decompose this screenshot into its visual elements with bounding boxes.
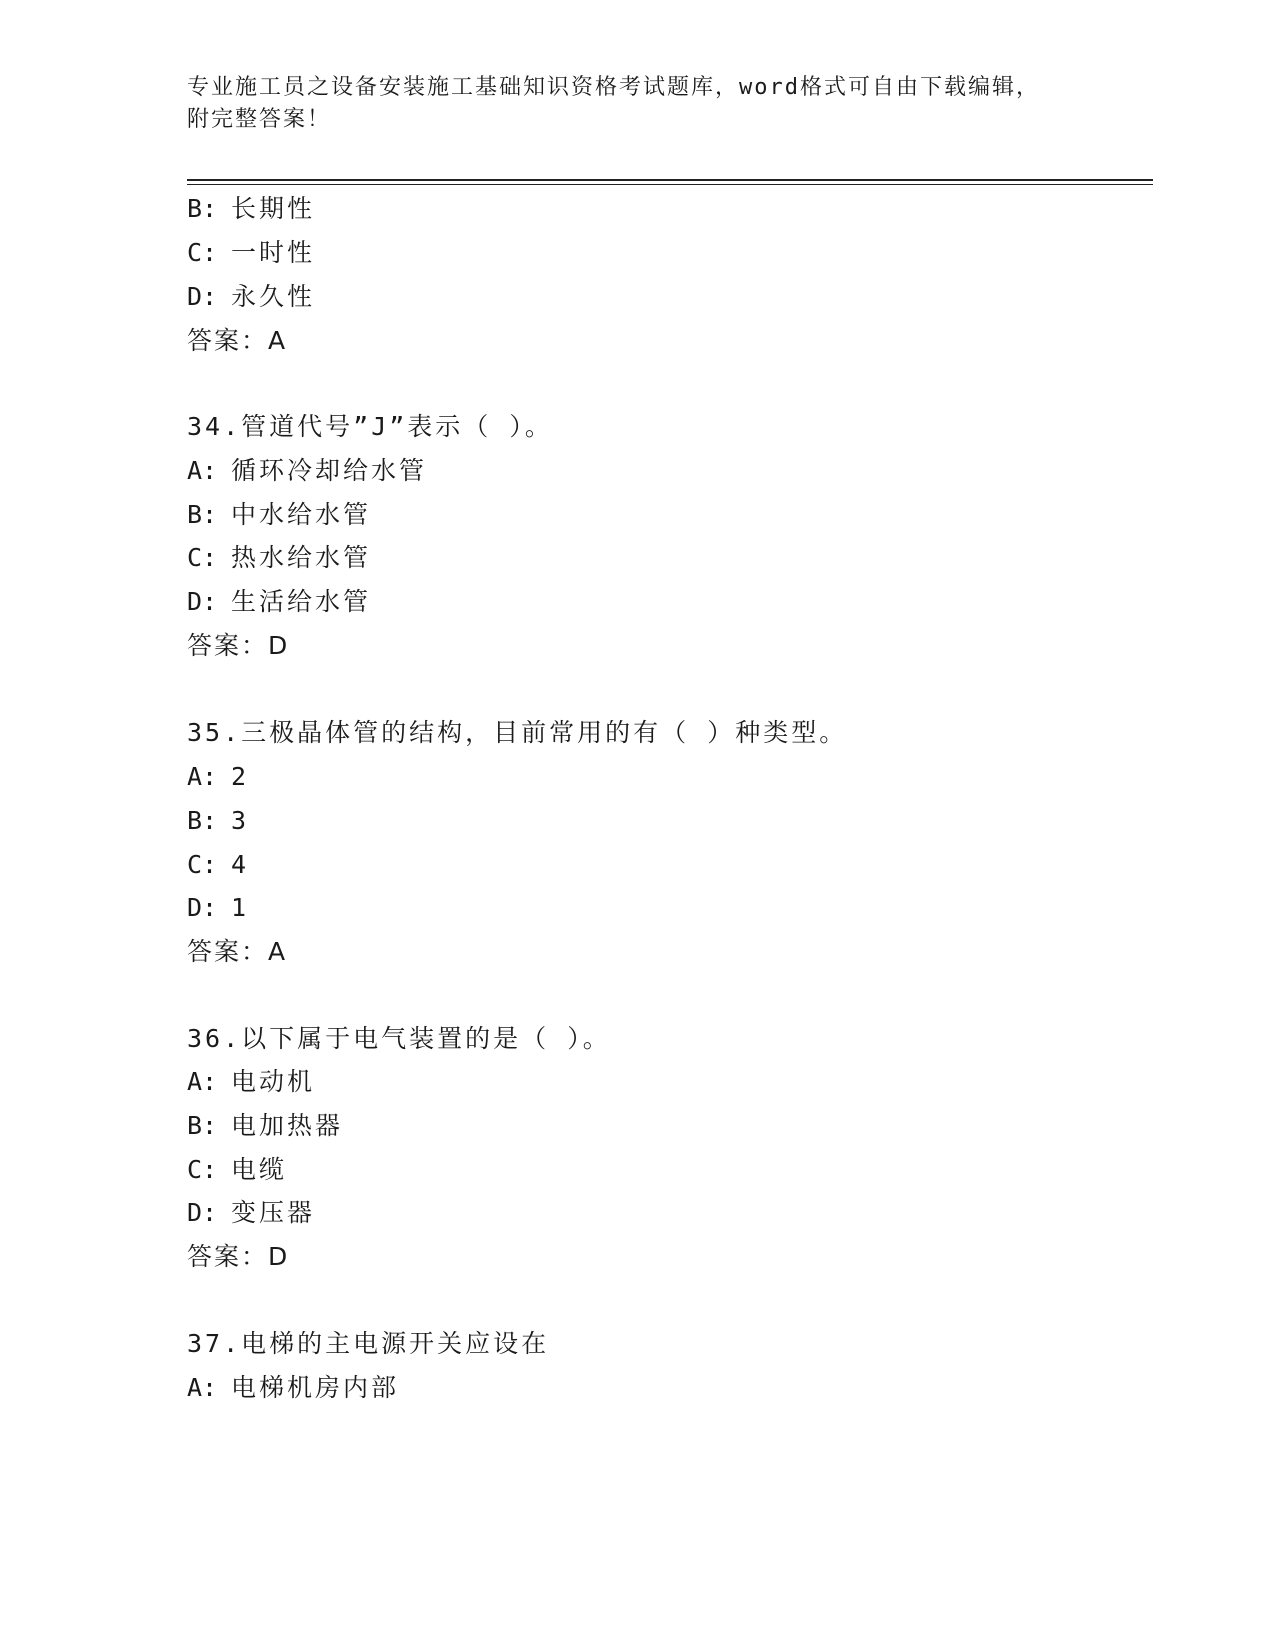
q37-question: 37.电梯的主电源开关应设在 — [187, 1329, 550, 1358]
q34-answer: 答案：D — [187, 631, 290, 660]
header-divider-thin — [187, 184, 1153, 185]
q34-option-a: A: 循环冷却给水管 — [187, 456, 428, 485]
q35-option-b: B: 3 — [187, 806, 250, 835]
q33-option-d: D: 永久性 — [187, 282, 316, 311]
q34-option-d: D: 生活给水管 — [187, 587, 372, 616]
header-line-1: 专业施工员之设备安装施工基础知识资格考试题库，word格式可自由下载编辑， — [187, 75, 1040, 100]
q34-option-b: B: 中水给水管 — [187, 500, 372, 529]
q34-question: 34.管道代号”J”表示（ ）。 — [187, 412, 553, 441]
q35-option-c: C: 4 — [187, 850, 250, 879]
q36-option-a: A: 电动机 — [187, 1067, 316, 1096]
q36-question: 36.以下属于电气装置的是（ ）。 — [187, 1024, 611, 1053]
q34-option-c: C: 热水给水管 — [187, 543, 372, 572]
q33-option-c: C: 一时性 — [187, 238, 316, 267]
q35-option-d: D: 1 — [187, 893, 250, 922]
q33-answer: 答案：A — [187, 326, 288, 355]
q36-answer: 答案：D — [187, 1242, 290, 1271]
document-header — [187, 72, 1067, 136]
q35-question: 35.三极晶体管的结构，目前常用的有（ ）种类型。 — [187, 718, 848, 747]
q36-option-d: D: 变压器 — [187, 1198, 316, 1227]
q35-answer: 答案：A — [187, 937, 288, 966]
q36-option-b: B: 电加热器 — [187, 1111, 344, 1140]
header-line-2: 附完整答案！ — [187, 107, 332, 132]
q37-option-a: A: 电梯机房内部 — [187, 1373, 400, 1402]
q35-option-a: A: 2 — [187, 762, 250, 791]
header-divider-thick — [187, 179, 1153, 181]
q36-option-c: C: 电缆 — [187, 1155, 288, 1184]
q33-option-b: B: 长期性 — [187, 194, 316, 223]
